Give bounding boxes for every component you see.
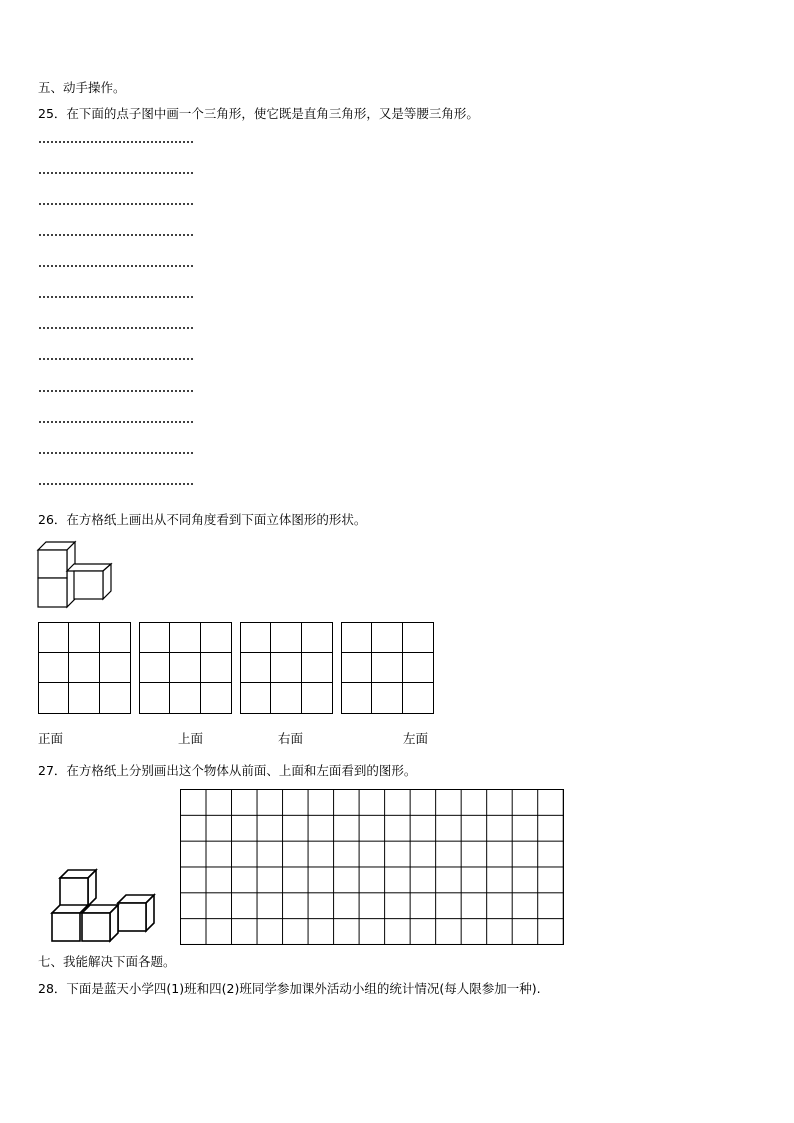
label-front: 正面 [38, 731, 64, 746]
section-5-heading: 五、动手操作。 [38, 80, 126, 95]
question-27-text: 27．在方格纸上分别画出这个物体从前面、上面和左面看到的图形。 [38, 763, 417, 778]
question-28-text: 28．下面是蓝天小学四(1)班和四(2)班同学参加课外活动小组的统计情况(每人限参加一种). [38, 981, 541, 996]
dot-row [38, 421, 195, 423]
dot-row [38, 296, 195, 298]
dot-row [38, 358, 195, 360]
dot-row [38, 234, 195, 236]
label-top: 上面 [178, 731, 204, 746]
dot-row [38, 141, 195, 143]
dot-row [38, 203, 195, 205]
dot-row [38, 327, 195, 329]
grid-right[interactable] [240, 622, 333, 714]
grid-top[interactable] [139, 622, 232, 714]
dot-row [38, 390, 195, 392]
section-7-heading: 七、我能解决下面各题。 [38, 954, 176, 969]
cube-figure-27 [48, 868, 158, 944]
grid-paper-27[interactable] [180, 789, 564, 945]
dot-row [38, 172, 195, 174]
dot-row [38, 452, 195, 454]
question-25-text: 25．在下面的点子图中画一个三角形，使它既是直角三角形，又是等腰三角形。 [38, 106, 479, 121]
cube-figure-26 [36, 540, 116, 610]
grid-front[interactable] [38, 622, 131, 714]
label-right: 右面 [278, 731, 304, 746]
dot-row [38, 265, 195, 267]
grid-left[interactable] [341, 622, 434, 714]
dot-row [38, 483, 195, 485]
question-26-text: 26．在方格纸上画出从不同角度看到下面立体图形的形状。 [38, 512, 367, 527]
label-left: 左面 [403, 731, 429, 746]
